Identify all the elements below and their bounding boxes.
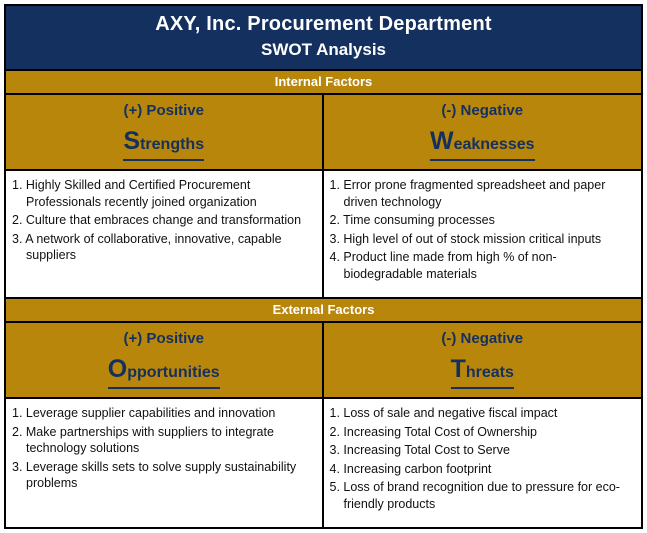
heading-weaknesses-word	[430, 128, 535, 161]
swot-frame	[4, 4, 643, 529]
content-row-external	[6, 399, 641, 527]
heading-opportunities-rest: pportunities	[127, 364, 220, 381]
list-item: 5. Loss of brand recognition due to pressure for eco-friendly products	[329, 480, 620, 511]
heading-weaknesses	[324, 95, 642, 169]
heading-strengths	[6, 95, 324, 169]
section-band-internal-label: Internal Factors	[274, 74, 373, 89]
list-item: 3. Increasing Total Cost to Serve	[329, 443, 510, 457]
polarity-positive-internal: (+) Positive	[123, 102, 204, 119]
list-item: 4. Increasing carbon footprint	[329, 461, 492, 476]
section-band-internal	[6, 71, 641, 95]
list-item: 1. Highly Skilled and Certified Procurement Professionals recently joined organization	[12, 178, 257, 209]
list-item: 1. Error prone fragmented spreadsheet and paper driven technology	[329, 178, 606, 209]
list-item: 3. Leverage skills sets to solve supply sustainability problems	[12, 459, 297, 490]
section-band-external-label: External Factors	[272, 302, 375, 317]
heading-row-internal	[6, 95, 641, 171]
threats-list	[330, 405, 634, 512]
page-subtitle: SWOT Analysis	[260, 40, 386, 59]
heading-threats-word	[451, 356, 514, 389]
list-item: 4. Product line made from high % of non-biodegradable materials	[329, 250, 557, 281]
page-title: AXY, Inc. Procurement Department	[155, 13, 492, 35]
heading-row-external	[6, 323, 641, 399]
list-item: 2. Time consuming processes	[329, 213, 495, 227]
heading-threats-cap: T	[450, 355, 466, 383]
list-item: 2. Increasing Total Cost of Ownership	[329, 424, 538, 439]
list-item: 3. High level of out of stock mission critical inputs	[329, 231, 602, 246]
strengths-list	[12, 177, 314, 264]
content-row-internal	[6, 171, 641, 299]
list-item: 2. Culture that embraces change and transformation	[12, 213, 302, 227]
list-item: 2. Make partnerships with suppliers to integrate technology solutions	[12, 424, 274, 455]
list-strengths	[6, 171, 324, 297]
list-threats	[324, 399, 642, 527]
heading-opportunities	[6, 323, 324, 397]
heading-strengths-cap: S	[123, 127, 141, 155]
opportunities-list	[12, 405, 314, 492]
weaknesses-list	[330, 177, 634, 282]
polarity-positive-external: (+) Positive	[123, 330, 204, 347]
polarity-negative-internal: (-) Negative	[441, 102, 524, 119]
document-title-block	[6, 6, 641, 71]
heading-weaknesses-cap: W	[429, 127, 454, 155]
polarity-negative-external: (-) Negative	[441, 330, 524, 347]
heading-strengths-rest: trengths	[140, 136, 205, 153]
heading-opportunities-word	[108, 356, 220, 389]
list-item: 1. Leverage supplier capabilities and innovation	[12, 406, 276, 420]
heading-threats	[324, 323, 642, 397]
heading-strengths-word	[123, 128, 204, 161]
section-band-external	[6, 299, 641, 323]
list-item: 1. Loss of sale and negative fiscal impact	[329, 406, 558, 420]
list-weaknesses	[324, 171, 642, 297]
list-item: 3. A network of collaborative, innovative, capable suppliers	[12, 231, 282, 262]
heading-opportunities-cap: O	[107, 355, 128, 383]
heading-threats-rest: hreats	[465, 364, 514, 381]
heading-weaknesses-rest: eaknesses	[453, 136, 535, 153]
list-opportunities	[6, 399, 324, 527]
